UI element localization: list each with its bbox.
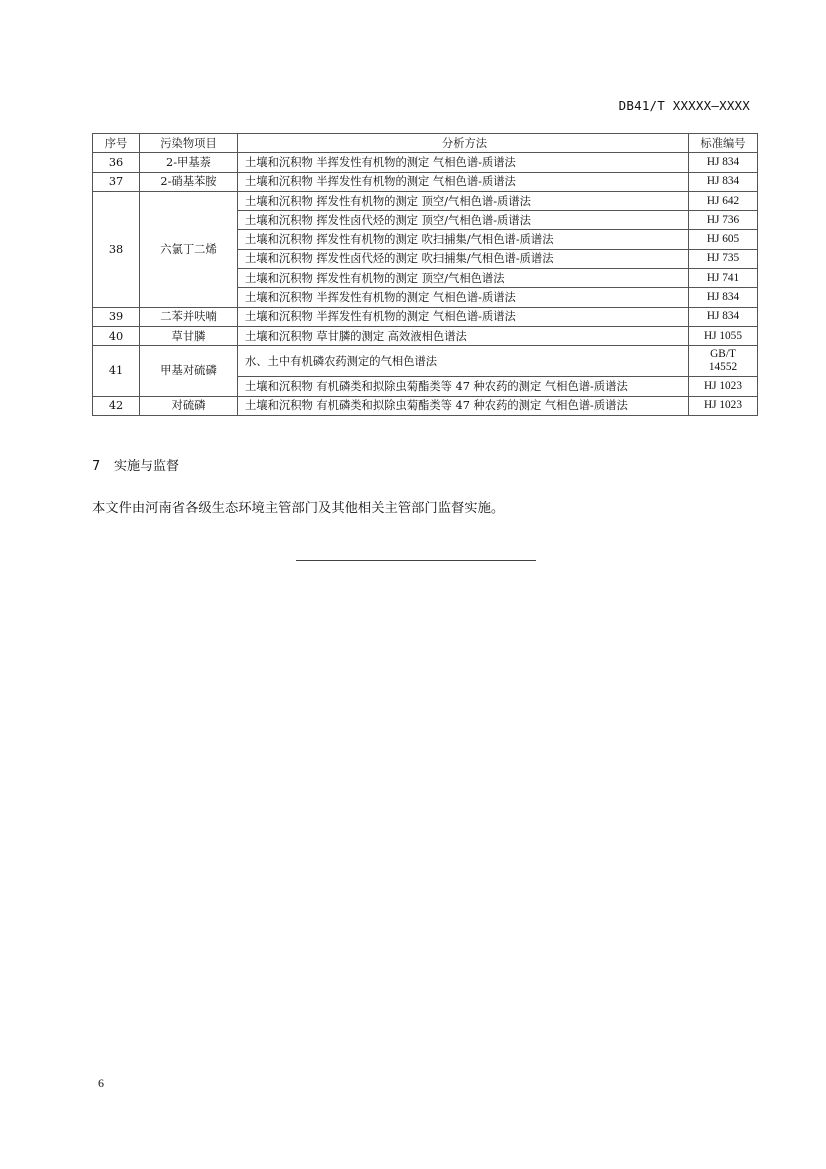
method: 土壤和沉积物 半挥发性有机物的测定 气相色谱-质谱法 (238, 288, 689, 307)
pollutant-name: 甲基对硫磷 (140, 346, 238, 396)
header-pollutant: 污染物项目 (140, 134, 238, 153)
serial-no: 41 (93, 346, 140, 396)
standard-no: HJ 642 (689, 191, 758, 210)
method: 土壤和沉积物 挥发性卤代烃的测定 吹扫捕集/气相色谱-质谱法 (238, 249, 689, 268)
method: 土壤和沉积物 有机磷类和拟除虫菊酯类等 47 种农药的测定 气相色谱-质谱法 (238, 377, 689, 396)
table-row (93, 326, 758, 345)
body-paragraph: 本文件由河南省各级生态环境主管部门及其他相关主管部门监督实施。 (92, 501, 505, 516)
standard-no: HJ 605 (689, 230, 758, 249)
method: 土壤和沉积物 挥发性有机物的测定 顶空/气相色谱-质谱法 (238, 191, 689, 210)
standard-no: GB/T 14552 (689, 346, 758, 377)
standard-no: HJ 736 (689, 211, 758, 230)
table-row (93, 307, 758, 326)
standard-no: HJ 834 (689, 153, 758, 172)
section-heading (92, 455, 179, 474)
end-of-document-rule (296, 560, 536, 561)
method: 土壤和沉积物 半挥发性有机物的测定 气相色谱-质谱法 (238, 172, 689, 191)
method: 土壤和沉积物 半挥发性有机物的测定 气相色谱-质谱法 (238, 307, 689, 326)
standard-no: HJ 1023 (689, 377, 758, 396)
method: 土壤和沉积物 挥发性卤代烃的测定 顶空/气相色谱-质谱法 (238, 211, 689, 230)
standard-no: HJ 741 (689, 269, 758, 288)
page-number: 6 (98, 1076, 104, 1090)
table-row (93, 191, 758, 210)
section-number: 7 (92, 459, 101, 474)
pollutant-name: 对硫磷 (140, 396, 238, 415)
method: 土壤和沉积物 挥发性有机物的测定 顶空/气相色谱法 (238, 269, 689, 288)
table-row (93, 153, 758, 172)
standard-no: HJ 1055 (689, 326, 758, 345)
method: 土壤和沉积物 半挥发性有机物的测定 气相色谱-质谱法 (238, 153, 689, 172)
pollutant-name: 六氯丁二烯 (140, 191, 238, 307)
serial-no: 42 (93, 396, 140, 415)
standard-no: HJ 834 (689, 288, 758, 307)
pollutant-name: 2-硝基苯胺 (140, 172, 238, 191)
pollutant-name: 2-甲基萘 (140, 153, 238, 172)
serial-no: 40 (93, 326, 140, 345)
standard-no: HJ 735 (689, 249, 758, 268)
header-standard-no: 标准编号 (689, 134, 758, 153)
method: 土壤和沉积物 草甘膦的测定 高效液相色谱法 (238, 326, 689, 345)
pollutant-name: 二苯并呋喃 (140, 307, 238, 326)
standard-no: HJ 834 (689, 307, 758, 326)
pollutant-name: 草甘膦 (140, 326, 238, 345)
serial-no: 36 (93, 153, 140, 172)
header-serial-no: 序号 (93, 134, 140, 153)
serial-no: 39 (93, 307, 140, 326)
section-title: 实施与监督 (114, 459, 180, 474)
table-header-row (93, 134, 758, 153)
analysis-methods-table (92, 133, 758, 416)
header-method: 分析方法 (238, 134, 689, 153)
standard-no: HJ 834 (689, 172, 758, 191)
table-row (93, 346, 758, 377)
standard-no: HJ 1023 (689, 396, 758, 415)
table-row (93, 396, 758, 415)
table-row (93, 172, 758, 191)
method: 土壤和沉积物 有机磷类和拟除虫菊酯类等 47 种农药的测定 气相色谱-质谱法 (238, 396, 689, 415)
document-code: DB41/T XXXXX—XXXX (618, 98, 750, 113)
serial-no: 37 (93, 172, 140, 191)
serial-no: 38 (93, 191, 140, 307)
method: 水、土中有机磷农药测定的气相色谱法 (238, 346, 689, 377)
method: 土壤和沉积物 挥发性有机物的测定 吹扫捕集/气相色谱-质谱法 (238, 230, 689, 249)
